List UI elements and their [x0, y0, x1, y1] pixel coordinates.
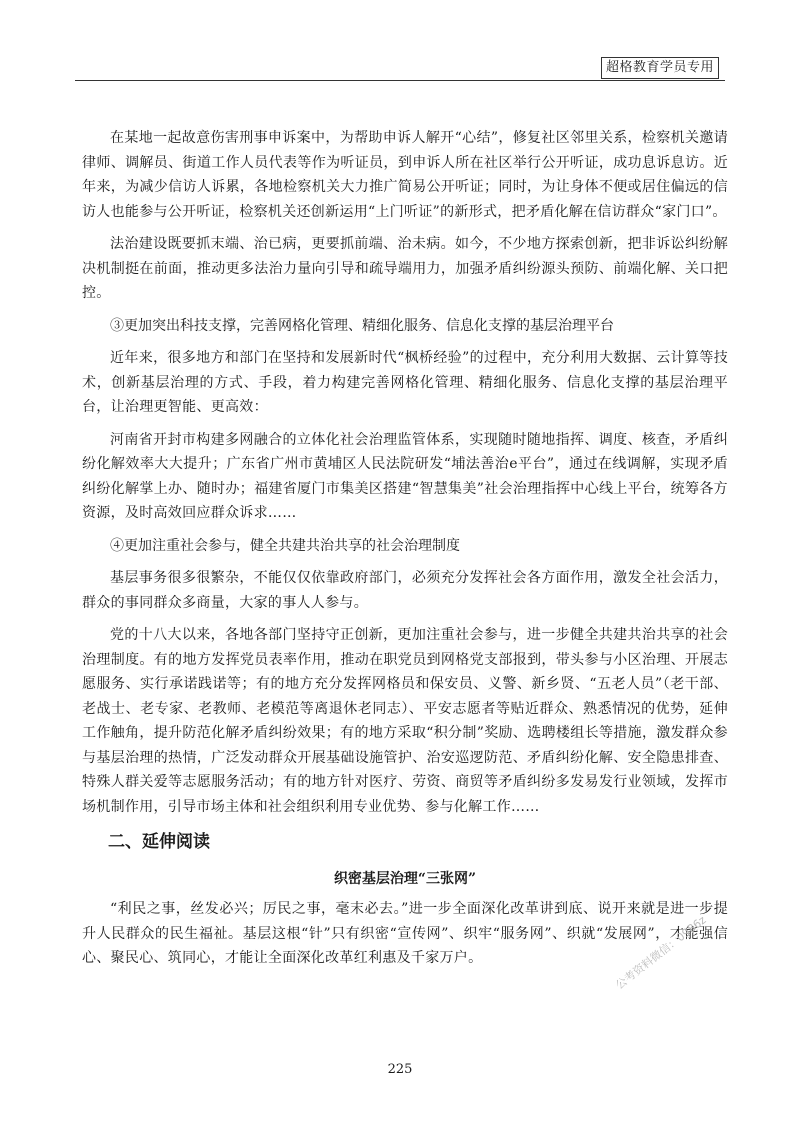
subheading-tech-support: ③更加突出科技支撑，完善网格化管理、精细化服务、信息化支撑的基层治理平台 — [110, 317, 614, 334]
article-title: 织密基层治理“三张网” — [333, 871, 477, 887]
paragraph: 河南省开封市构建多网融合的立体化社会治理监管体系，实现随时随地指挥、调度、核查，矛盾纠纷化解效率大大提升；广东省广州市黄埔区人民法院研发“埔法善治e平台”，通过在线调解，实现矛盾纠纷化解掌上办、随时办；福建省厦门市集美区搭建“智慧集美”社会治理指挥中心线上平台，统筹各方资源，及时高效回应群众诉求…… — [82, 431, 728, 521]
section-heading: 二、延伸阅读 — [108, 832, 210, 852]
document-body — [82, 126, 728, 979]
paragraph: 在某地一起故意伤害刑事申诉案中，为帮助申诉人解开“心结”，修复社区邻里关系，检察机关邀请律师、调解员、街道工作人员代表等作为听证员，到申诉人所在社区举行公开听证，成功息诉息访。近年来，为减少信访人诉累，各地检察机关大力推广简易公开听证；同时，为让身体不便或居住偏远的信访人也能参与公开听证，检察机关还创新运用“上门听证”的新形式，把矛盾化解在信访群众“家门口”。 — [82, 130, 728, 220]
paragraph: 法治建设既要抓末端、治已病，更要抓前端、治未病。如今，不少地方探索创新，把非诉讼纠纷解决机制挺在前面，推动更多法治力量向引导和疏导端用力，加强矛盾纠纷源头预防、前端化解、关口把控。 — [82, 236, 728, 301]
paragraph: 近年来，很多地方和部门在坚持和发展新时代“枫桥经验”的过程中，充分利用大数据、云计算等技术，创新基层治理的方式、手段，着力构建完善网格化管理、精细化服务、信息化支撑的基层治理平台，让治理更智能、更高效： — [82, 350, 728, 415]
header-tag: 超格教育学员专用 — [601, 57, 719, 79]
subheading-social-participation: ④更加注重社会参与，健全共建共治共享的社会治理制度 — [110, 537, 460, 554]
header-divider — [75, 80, 725, 81]
paragraph: “利民之事，丝发必兴；厉民之事，毫末必去。”进一步全面深化改革讲到底、说开来就是进一步提升人民群众的民生福祉。基层这根“针”只有织密“宣传网”、织牢“服务网”、织就“发展网”，才能强信心、聚民心、筑同心，才能让全面深化改革红利惠及千家万户。 — [82, 901, 728, 966]
paragraph: 基层事务很多很繁杂，不能仅仅依靠政府部门，必须充分发挥社会各方面作用，激发全社会活力，群众的事同群众多商量，大家的事人人参与。 — [82, 570, 728, 611]
watermark: 公考资料微信：0986z — [613, 913, 709, 992]
paragraph: 党的十八大以来，各地各部门坚持守正创新，更加注重社会参与，进一步健全共建共治共享的社会治理制度。有的地方发挥党员表率作用，推动在职党员到网格党支部报到，带头参与小区治理、开展志愿服务、实行承诺践诺等；有的地方充分发挥网格员和保安员、义警、新乡贤、“五老人员”（老干部、老战士、老专家、老教师、老模范等离退休老同志）、平安志愿者等贴近群众、熟悉情况的优势，延伸工作触角，提升防范化解矛盾纠纷效果；有的地方采取“积分制”奖励、选聘楼组长等措施，激发群众参与基层治理的热情，广泛发动群众开展基础设施管护、治安巡逻防范、矛盾纠纷化解、安全隐患排查、特殊人群关爱等志愿服务活动；有的地方针对医疗、劳资、商贸等矛盾纠纷多发易发行业领域，发挥市场机制作用，引导市场主体和社会组织利用专业优势、参与化解工作…… — [82, 627, 728, 815]
page-number: 225 — [387, 1062, 413, 1077]
